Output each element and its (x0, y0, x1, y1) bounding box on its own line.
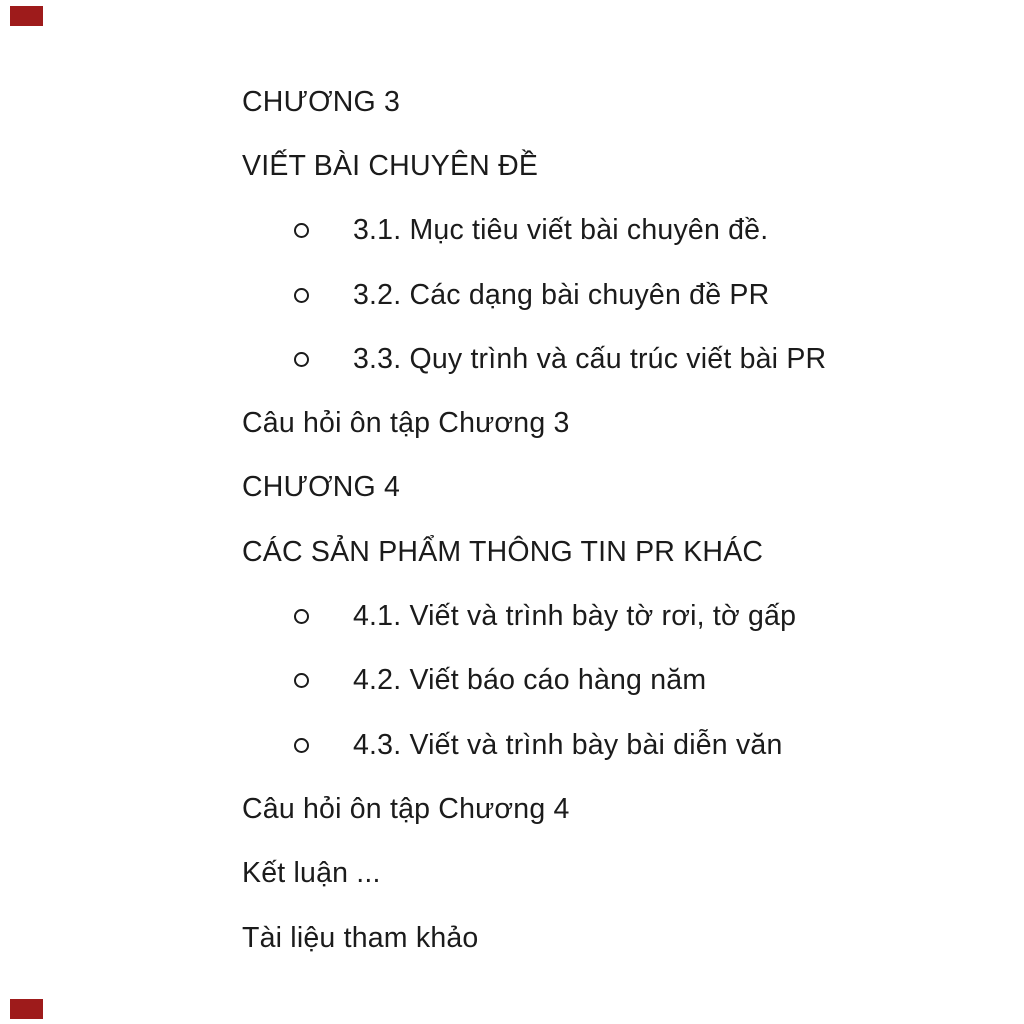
toc-line-text: CÁC SẢN PHẨM THÔNG TIN PR KHÁC (242, 535, 764, 568)
toc-line-text: Kết luận ... (242, 857, 381, 890)
circle-bullet-icon (294, 352, 309, 367)
toc-line-text: VIẾT BÀI CHUYÊN ĐỀ (242, 149, 539, 182)
toc-line-text: CHƯƠNG 3 (242, 85, 401, 118)
toc-line-text: 3.1. Mục tiêu viết bài chuyên đề. (353, 214, 769, 247)
circle-bullet-icon (294, 609, 309, 624)
toc-bullet-item (242, 649, 1024, 713)
toc-heading-line (242, 777, 1024, 841)
toc-bullet-item (242, 584, 1024, 648)
toc-heading-line (242, 391, 1024, 455)
toc-line-text: 4.2. Viết báo cáo hàng năm (353, 664, 707, 697)
circle-bullet-icon (294, 738, 309, 753)
toc-heading-line (242, 520, 1024, 584)
circle-bullet-icon (294, 673, 309, 688)
toc-bullet-item (242, 263, 1024, 327)
circle-bullet-icon (294, 288, 309, 303)
toc-line-text: 4.1. Viết và trình bày tờ rơi, tờ gấp (353, 600, 797, 633)
toc-line-text: Tài liệu tham khảo (242, 921, 479, 954)
toc-line-text: 3.3. Quy trình và cấu trúc viết bài PR (353, 342, 827, 375)
toc-heading-line (242, 906, 1024, 970)
corner-mark-top (10, 6, 43, 26)
toc-line-text: 3.2. Các dạng bài chuyên đề PR (353, 278, 770, 311)
toc-heading-line (242, 842, 1024, 906)
toc-heading-line (242, 134, 1024, 198)
corner-mark-bottom (10, 999, 43, 1019)
toc-heading-line (242, 70, 1024, 134)
table-of-contents (242, 70, 1024, 970)
toc-bullet-item (242, 199, 1024, 263)
toc-line-text: CHƯƠNG 4 (242, 471, 401, 504)
toc-bullet-item (242, 713, 1024, 777)
circle-bullet-icon (294, 223, 309, 238)
toc-heading-line (242, 456, 1024, 520)
toc-line-text: 4.3. Viết và trình bày bài diễn văn (353, 728, 783, 761)
toc-line-text: Câu hỏi ôn tập Chương 3 (242, 407, 570, 440)
toc-bullet-item (242, 327, 1024, 391)
toc-line-text: Câu hỏi ôn tập Chương 4 (242, 792, 570, 825)
